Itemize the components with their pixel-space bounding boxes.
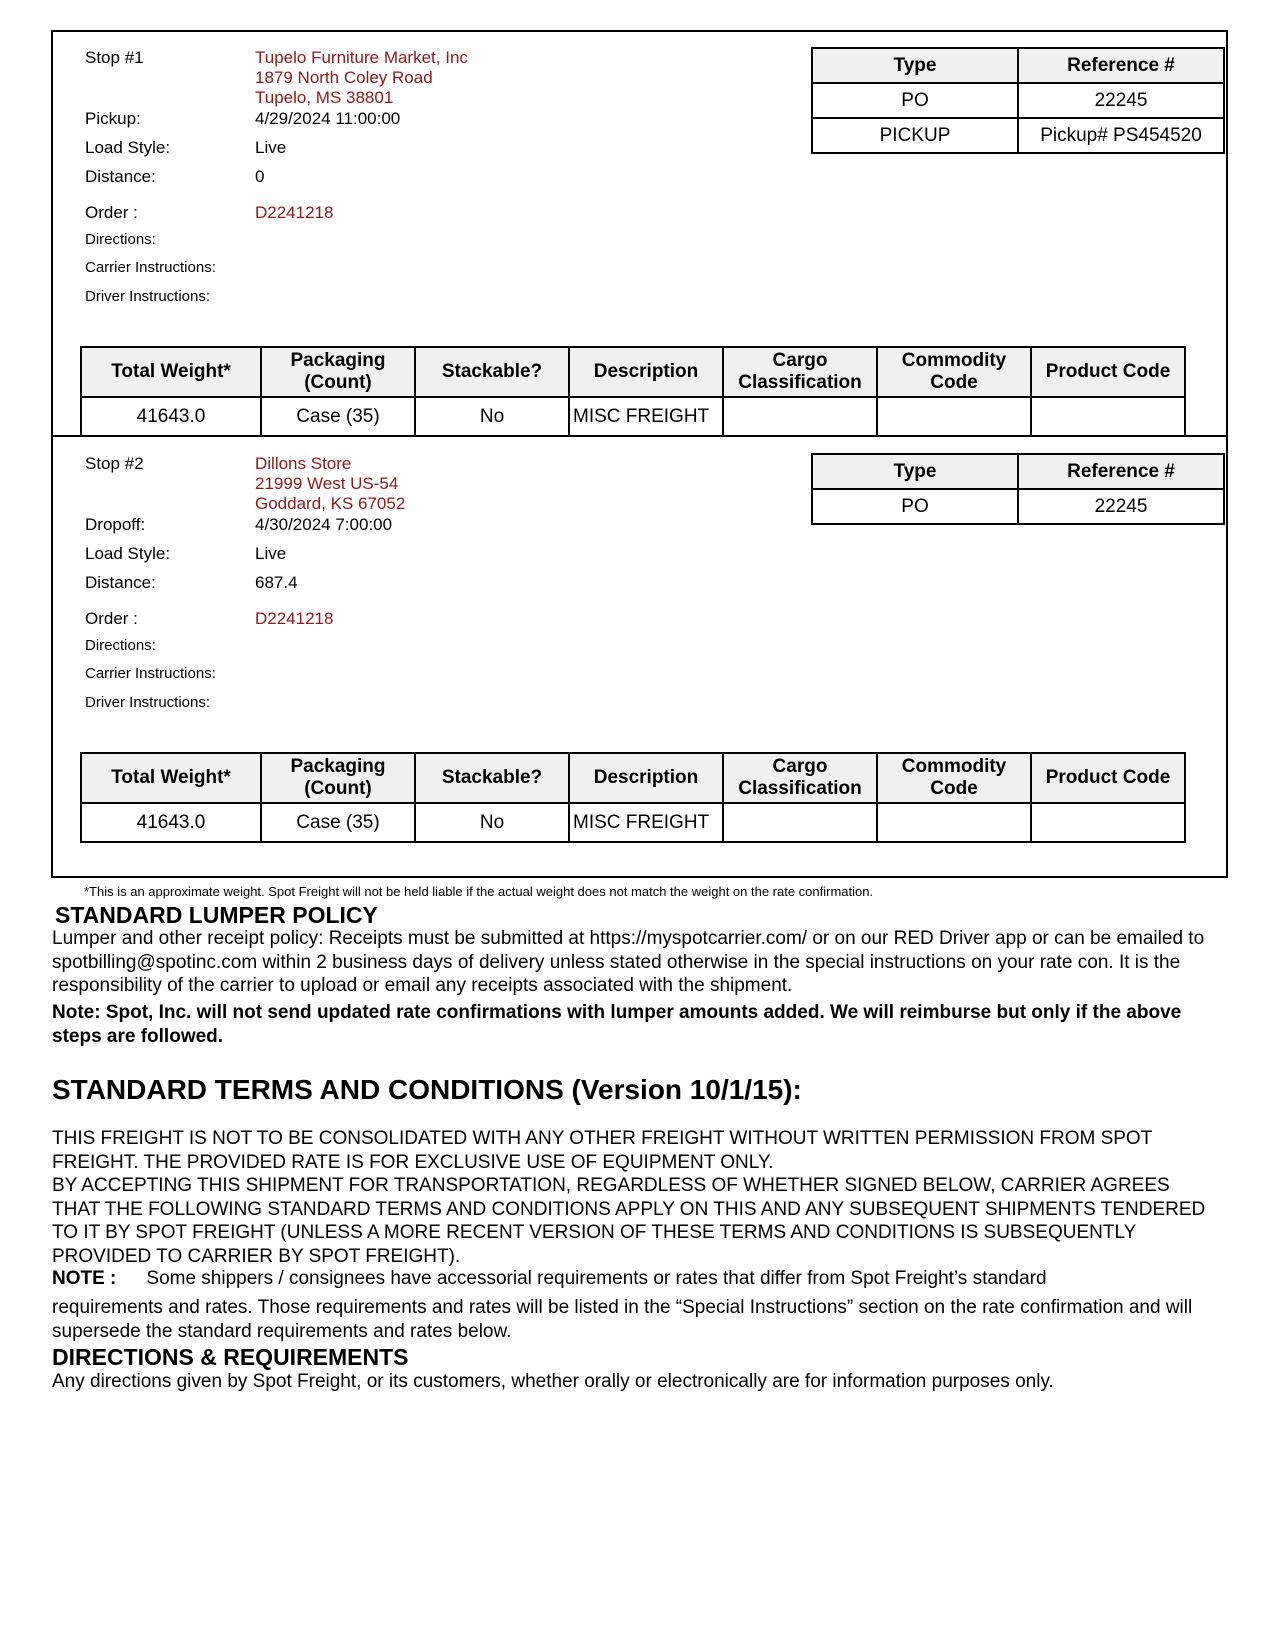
- table-row: [812, 118, 1224, 153]
- weight-note: *This is an approximate weight. Spot Freight will not be held liable if the actual weight does not match the weight on the rate confirmation.: [84, 884, 874, 899]
- address-line-3: Goddard, KS 67052: [255, 494, 406, 513]
- ref-header-reference: Reference #: [1018, 454, 1224, 489]
- cell-product-code: [1031, 803, 1185, 842]
- header-product-code: Product Code: [1031, 347, 1185, 397]
- cell-stackable: No: [415, 397, 569, 436]
- directions-label: Directions:: [85, 637, 156, 654]
- header-packaging: Packaging (Count): [261, 347, 415, 397]
- address-line-2: 1879 North Coley Road: [255, 68, 433, 87]
- load-style-label: Load Style:: [85, 544, 171, 563]
- ref-type: PICKUP: [812, 118, 1018, 153]
- table-row: [81, 397, 1185, 436]
- stop-2: [51, 436, 1228, 860]
- terms-note-line: [52, 1267, 1222, 1291]
- address-line-1: Dillons Store: [255, 454, 352, 473]
- table-row: [812, 83, 1224, 118]
- order-value: D2241218: [255, 609, 334, 628]
- time-label: Dropoff:: [85, 515, 146, 534]
- distance-label: Distance:: [85, 167, 156, 186]
- lumper-heading: STANDARD LUMPER POLICY: [55, 902, 378, 928]
- cell-description: MISC FREIGHT: [569, 397, 723, 436]
- header-commodity-code: Commodity Code: [877, 753, 1031, 803]
- cell-cargo-classification: [723, 803, 877, 842]
- header-description: Description: [569, 347, 723, 397]
- header-total-weight: Total Weight*: [81, 347, 261, 397]
- load-style-value: Live: [255, 138, 287, 157]
- terms-para-2: BY ACCEPTING THIS SHIPMENT FOR TRANSPORTATION, REGARDLESS OF WHETHER SIGNED BELOW, CARRIER AGREES THAT THE FOLLOWING STANDARD TERMS AND CONDITIONS APPLY ON THIS AND ANY SUBSEQUENT SHIPMENTS TENDERED TO IT BY SPOT FREIGHT (UNLESS A MORE RECENT VERSION OF THESE TERMS AND CONDITIONS IS SUBSEQUENTLY PROVIDED TO CARRIER BY SPOT FREIGHT).: [52, 1175, 1206, 1267]
- cell-total-weight: 41643.0: [81, 397, 261, 436]
- ref-number: Pickup# PS454520: [1018, 118, 1224, 153]
- order-label: Order :: [85, 203, 138, 222]
- distance-value: 0: [255, 167, 265, 186]
- note-first-line: Some shippers / consignees have accessorial requirements or rates that differ from Spot Freight’s standard: [146, 1268, 1047, 1289]
- ref-number: 22245: [1018, 489, 1224, 524]
- distance-value: 687.4: [255, 573, 298, 592]
- load-style-label: Load Style:: [85, 138, 171, 157]
- stop-label: Stop #1: [85, 48, 144, 67]
- lumper-note: Note: Spot, Inc. will not send updated rate confirmations with lumper amounts added. We will reimburse but only if the above steps are followed.: [52, 1002, 1182, 1047]
- reference-table: [811, 453, 1225, 525]
- cell-total-weight: 41643.0: [81, 803, 261, 842]
- carrier-instructions-label: Carrier Instructions:: [85, 259, 216, 276]
- lumper-body: Lumper and other receipt policy: Receipts must be submitted at https://myspotcarrier.com/ or on our RED Driver app or can be emailed to spotbilling@spotinc.com within 2 business days of delivery unless stated otherwise in the special instructions on your rate con. It is the responsibility of the carrier to upload or email any receipts associated with the shipment.: [52, 928, 1205, 996]
- header-commodity-code: Commodity Code: [877, 347, 1031, 397]
- directions-body: Any directions given by Spot Freight, or its customers, whether orally or electronically are for information purposes only.: [52, 1371, 1054, 1392]
- terms-heading: STANDARD TERMS AND CONDITIONS (Version 10/1/15):: [52, 1074, 802, 1105]
- ref-type: PO: [812, 489, 1018, 524]
- reference-table: [811, 47, 1225, 154]
- table-row: [812, 489, 1224, 524]
- freight-table: [80, 752, 1186, 843]
- note-label: NOTE :: [52, 1268, 117, 1289]
- table-row: [81, 803, 1185, 842]
- driver-instructions-label: Driver Instructions:: [85, 288, 211, 305]
- ref-number: 22245: [1018, 83, 1224, 118]
- address-line-1: Tupelo Furniture Market, Inc: [255, 48, 468, 67]
- header-stackable: Stackable?: [415, 753, 569, 803]
- ref-header-reference: Reference #: [1018, 48, 1224, 83]
- cell-stackable: No: [415, 803, 569, 842]
- header-packaging: Packaging (Count): [261, 753, 415, 803]
- stop-label: Stop #2: [85, 454, 144, 473]
- header-total-weight: Total Weight*: [81, 753, 261, 803]
- time-value: 4/29/2024 11:00:00: [255, 109, 401, 128]
- cell-description: MISC FREIGHT: [569, 803, 723, 842]
- load-style-value: Live: [255, 544, 287, 563]
- cell-commodity-code: [877, 397, 1031, 436]
- ref-header-type: Type: [812, 454, 1018, 489]
- cell-commodity-code: [877, 803, 1031, 842]
- header-cargo-classification: Cargo Classification: [723, 347, 877, 397]
- terms-para-1: THIS FREIGHT IS NOT TO BE CONSOLIDATED WITH ANY OTHER FREIGHT WITHOUT WRITTEN PERMISSION FROM SPOT FREIGHT. THE PROVIDED RATE IS FOR EXCLUSIVE USE OF EQUIPMENT ONLY.: [52, 1128, 1152, 1173]
- order-value: D2241218: [255, 203, 334, 222]
- distance-label: Distance:: [85, 573, 156, 592]
- directions-heading: DIRECTIONS & REQUIREMENTS: [52, 1344, 409, 1370]
- order-label: Order :: [85, 609, 138, 628]
- directions-label: Directions:: [85, 231, 156, 248]
- cell-product-code: [1031, 397, 1185, 436]
- cell-packaging: Case (35): [261, 397, 415, 436]
- header-cargo-classification: Cargo Classification: [723, 753, 877, 803]
- time-value: 4/30/2024 7:00:00: [255, 515, 393, 534]
- stop-1: [51, 30, 1228, 454]
- address-line-2: 21999 West US-54: [255, 474, 399, 493]
- header-product-code: Product Code: [1031, 753, 1185, 803]
- time-label: Pickup:: [85, 109, 141, 128]
- cell-cargo-classification: [723, 397, 877, 436]
- driver-instructions-label: Driver Instructions:: [85, 694, 211, 711]
- header-stackable: Stackable?: [415, 347, 569, 397]
- terms-note-rest: requirements and rates. Those requirements and rates will be listed in the “Special Instructions” section on the rate confirmation and will supersede the standard requirements and rates below.: [52, 1297, 1193, 1342]
- address-line-3: Tupelo, MS 38801: [255, 88, 394, 107]
- carrier-instructions-label: Carrier Instructions:: [85, 665, 216, 682]
- ref-header-type: Type: [812, 48, 1018, 83]
- ref-type: PO: [812, 83, 1018, 118]
- cell-packaging: Case (35): [261, 803, 415, 842]
- header-description: Description: [569, 753, 723, 803]
- freight-table: [80, 346, 1186, 437]
